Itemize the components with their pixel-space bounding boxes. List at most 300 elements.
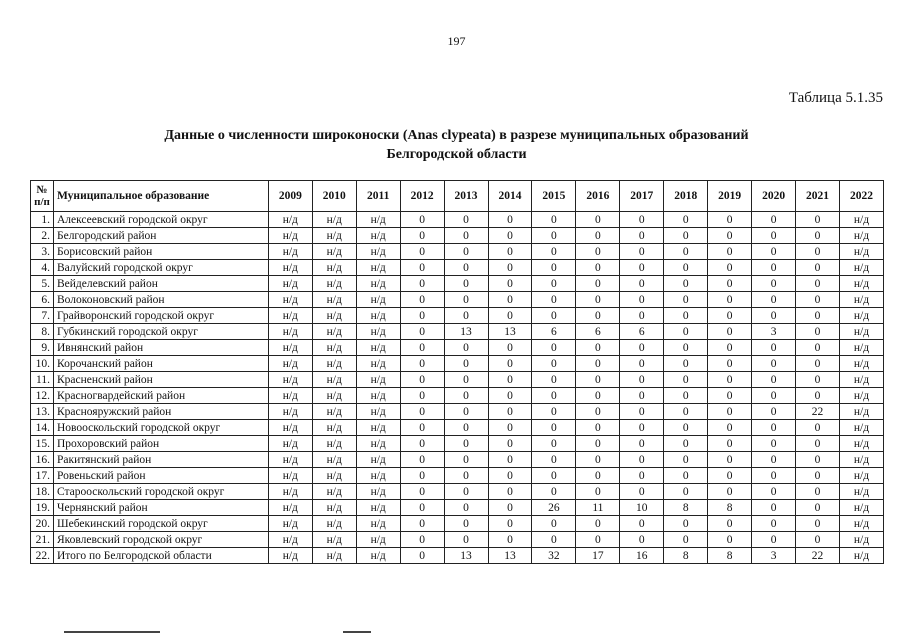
count-cell: 0 [400, 404, 444, 420]
count-cell: н/д [356, 372, 400, 388]
municipality-name: Итого по Белгородской области [53, 548, 268, 564]
count-cell: 0 [532, 308, 576, 324]
count-cell: 0 [664, 340, 708, 356]
count-cell: 0 [576, 484, 620, 500]
count-cell: 0 [576, 452, 620, 468]
count-cell: н/д [268, 228, 312, 244]
count-cell: н/д [268, 324, 312, 340]
count-cell: 0 [576, 532, 620, 548]
count-cell: 0 [708, 340, 752, 356]
count-cell: 0 [488, 212, 532, 228]
count-cell: н/д [356, 484, 400, 500]
count-cell: н/д [840, 516, 884, 532]
count-cell: 0 [708, 260, 752, 276]
count-cell: 0 [488, 228, 532, 244]
count-cell: 0 [796, 324, 840, 340]
population-table [30, 180, 884, 564]
municipality-name: Белгородский район [53, 228, 268, 244]
count-cell: н/д [356, 324, 400, 340]
count-cell: 0 [708, 324, 752, 340]
count-cell: 0 [532, 292, 576, 308]
table-row [31, 292, 884, 308]
count-cell: н/д [268, 356, 312, 372]
count-cell: 0 [488, 436, 532, 452]
count-cell: н/д [356, 532, 400, 548]
count-cell: 0 [400, 372, 444, 388]
count-cell: 0 [664, 372, 708, 388]
count-cell: 0 [488, 372, 532, 388]
count-cell: 3 [752, 324, 796, 340]
count-cell: н/д [840, 420, 884, 436]
count-cell: 13 [488, 548, 532, 564]
count-cell: 0 [796, 292, 840, 308]
count-cell: 0 [576, 372, 620, 388]
count-cell: 0 [444, 436, 488, 452]
count-cell: 0 [532, 212, 576, 228]
count-cell: н/д [840, 276, 884, 292]
count-cell: 0 [400, 244, 444, 260]
count-cell: 0 [400, 532, 444, 548]
count-cell: н/д [840, 372, 884, 388]
count-cell: 0 [664, 420, 708, 436]
count-cell: н/д [268, 308, 312, 324]
count-cell: н/д [356, 404, 400, 420]
row-number: 13. [31, 404, 54, 420]
count-cell: 0 [400, 388, 444, 404]
count-cell: 0 [400, 452, 444, 468]
count-cell: 0 [532, 228, 576, 244]
count-cell: н/д [356, 260, 400, 276]
count-cell: 0 [620, 484, 664, 500]
header-year: 2015 [532, 181, 576, 212]
count-cell: 0 [532, 340, 576, 356]
count-cell: 0 [752, 516, 796, 532]
count-cell: 0 [796, 436, 840, 452]
municipality-name: Губкинский городской округ [53, 324, 268, 340]
count-cell: 0 [488, 292, 532, 308]
count-cell: 0 [620, 436, 664, 452]
row-number: 18. [31, 484, 54, 500]
count-cell: 0 [708, 420, 752, 436]
count-cell: 0 [620, 212, 664, 228]
count-cell: 0 [796, 244, 840, 260]
count-cell: н/д [312, 324, 356, 340]
count-cell: 0 [752, 276, 796, 292]
count-cell: 0 [532, 372, 576, 388]
count-cell: 0 [532, 356, 576, 372]
count-cell: н/д [312, 356, 356, 372]
count-cell: н/д [840, 260, 884, 276]
count-cell: 0 [532, 388, 576, 404]
count-cell: н/д [356, 420, 400, 436]
count-cell: 0 [708, 228, 752, 244]
municipality-name: Красногвардейский район [53, 388, 268, 404]
count-cell: н/д [312, 276, 356, 292]
count-cell: 0 [796, 372, 840, 388]
header-year: 2018 [664, 181, 708, 212]
table-row [31, 276, 884, 292]
count-cell: 0 [796, 532, 840, 548]
count-cell: 0 [708, 532, 752, 548]
municipality-name: Чернянский район [53, 500, 268, 516]
count-cell: 0 [796, 308, 840, 324]
count-cell: 0 [400, 212, 444, 228]
header-num-line2: п/п [34, 196, 50, 208]
header-year: 2013 [444, 181, 488, 212]
count-cell: н/д [268, 516, 312, 532]
table-row [31, 500, 884, 516]
row-number: 11. [31, 372, 54, 388]
count-cell: н/д [312, 292, 356, 308]
count-cell: 0 [532, 452, 576, 468]
count-cell: 0 [752, 340, 796, 356]
count-cell: н/д [312, 548, 356, 564]
count-cell: 0 [708, 468, 752, 484]
count-cell: н/д [840, 548, 884, 564]
header-year: 2012 [400, 181, 444, 212]
count-cell: н/д [268, 388, 312, 404]
count-cell: 26 [532, 500, 576, 516]
count-cell: 0 [620, 468, 664, 484]
count-cell: 0 [532, 532, 576, 548]
count-cell: 0 [444, 260, 488, 276]
table-row [31, 228, 884, 244]
count-cell: 0 [488, 484, 532, 500]
count-cell: 0 [576, 340, 620, 356]
count-cell: 0 [444, 340, 488, 356]
count-cell: 13 [488, 324, 532, 340]
count-cell: н/д [840, 356, 884, 372]
count-cell: н/д [312, 340, 356, 356]
table-title [0, 126, 913, 164]
municipality-name: Шебекинский городской округ [53, 516, 268, 532]
count-cell: 0 [664, 244, 708, 260]
count-cell: н/д [840, 324, 884, 340]
count-cell: 0 [620, 388, 664, 404]
count-cell: 0 [488, 308, 532, 324]
count-cell: 8 [664, 548, 708, 564]
table-row [31, 484, 884, 500]
table-row [31, 260, 884, 276]
row-number: 4. [31, 260, 54, 276]
count-cell: н/д [312, 516, 356, 532]
count-cell: н/д [840, 500, 884, 516]
table-row [31, 548, 884, 564]
count-cell: 0 [620, 292, 664, 308]
count-cell: 0 [708, 292, 752, 308]
count-cell: 0 [400, 420, 444, 436]
table-header-row [31, 181, 884, 212]
count-cell: н/д [356, 452, 400, 468]
count-cell: н/д [312, 500, 356, 516]
count-cell: 0 [576, 468, 620, 484]
row-number: 5. [31, 276, 54, 292]
count-cell: н/д [840, 292, 884, 308]
count-cell: н/д [312, 212, 356, 228]
count-cell: 0 [708, 276, 752, 292]
footer-rule-left [64, 631, 160, 633]
table-row [31, 516, 884, 532]
row-number: 19. [31, 500, 54, 516]
count-cell: 0 [708, 452, 752, 468]
count-cell: 0 [444, 484, 488, 500]
count-cell: 0 [708, 484, 752, 500]
count-cell: 0 [576, 404, 620, 420]
count-cell: н/д [268, 468, 312, 484]
count-cell: 0 [708, 436, 752, 452]
count-cell: н/д [268, 372, 312, 388]
count-cell: 6 [576, 324, 620, 340]
count-cell: н/д [840, 308, 884, 324]
count-cell: 0 [576, 212, 620, 228]
count-cell: 0 [400, 260, 444, 276]
count-cell: 0 [488, 244, 532, 260]
header-year: 2014 [488, 181, 532, 212]
count-cell: 0 [576, 436, 620, 452]
count-cell: 0 [664, 484, 708, 500]
count-cell: н/д [312, 452, 356, 468]
count-cell: 0 [400, 340, 444, 356]
count-cell: н/д [268, 532, 312, 548]
count-cell: 0 [796, 276, 840, 292]
count-cell: 0 [576, 356, 620, 372]
count-cell: 0 [444, 516, 488, 532]
header-year: 2020 [752, 181, 796, 212]
count-cell: 0 [400, 548, 444, 564]
count-cell: 0 [444, 468, 488, 484]
count-cell: н/д [840, 436, 884, 452]
count-cell: 0 [796, 484, 840, 500]
count-cell: н/д [268, 276, 312, 292]
count-cell: 0 [532, 468, 576, 484]
count-cell: н/д [268, 420, 312, 436]
count-cell: 0 [620, 452, 664, 468]
row-number: 3. [31, 244, 54, 260]
count-cell: 6 [532, 324, 576, 340]
municipality-name: Прохоровский район [53, 436, 268, 452]
count-cell: 0 [444, 388, 488, 404]
count-cell: н/д [356, 228, 400, 244]
count-cell: н/д [840, 212, 884, 228]
count-cell: 0 [708, 404, 752, 420]
header-year: 2009 [268, 181, 312, 212]
count-cell: н/д [312, 308, 356, 324]
count-cell: 0 [488, 500, 532, 516]
count-cell: 0 [400, 276, 444, 292]
table-row [31, 340, 884, 356]
count-cell: 0 [752, 532, 796, 548]
row-number: 2. [31, 228, 54, 244]
footer-rule-right [343, 631, 371, 633]
count-cell: 0 [752, 372, 796, 388]
count-cell: 0 [664, 436, 708, 452]
table-row [31, 388, 884, 404]
count-cell: 0 [664, 356, 708, 372]
table-row [31, 436, 884, 452]
count-cell: 10 [620, 500, 664, 516]
count-cell: н/д [356, 212, 400, 228]
count-cell: 0 [488, 468, 532, 484]
count-cell: 0 [576, 260, 620, 276]
count-cell: 0 [752, 244, 796, 260]
header-year: 2019 [708, 181, 752, 212]
row-number: 21. [31, 532, 54, 548]
count-cell: 0 [708, 372, 752, 388]
header-year: 2016 [576, 181, 620, 212]
count-cell: 0 [664, 324, 708, 340]
count-cell: 0 [708, 308, 752, 324]
count-cell: 0 [664, 452, 708, 468]
table-row [31, 372, 884, 388]
count-cell: 0 [752, 356, 796, 372]
count-cell: 0 [752, 292, 796, 308]
count-cell: 0 [796, 468, 840, 484]
count-cell: 0 [576, 228, 620, 244]
count-cell: 0 [708, 516, 752, 532]
table-row [31, 308, 884, 324]
municipality-name: Краснояружский район [53, 404, 268, 420]
count-cell: н/д [356, 244, 400, 260]
count-cell: 0 [444, 212, 488, 228]
table-row [31, 356, 884, 372]
count-cell: 0 [752, 388, 796, 404]
count-cell: 0 [400, 500, 444, 516]
count-cell: 0 [664, 516, 708, 532]
count-cell: 0 [400, 484, 444, 500]
count-cell: 0 [752, 436, 796, 452]
count-cell: н/д [840, 452, 884, 468]
count-cell: 0 [488, 532, 532, 548]
count-cell: 0 [444, 292, 488, 308]
row-number: 6. [31, 292, 54, 308]
count-cell: 0 [576, 244, 620, 260]
table-row [31, 244, 884, 260]
row-number: 16. [31, 452, 54, 468]
count-cell: 0 [620, 532, 664, 548]
count-cell: 0 [620, 308, 664, 324]
municipality-name: Ровеньский район [53, 468, 268, 484]
count-cell: н/д [356, 308, 400, 324]
count-cell: 0 [620, 228, 664, 244]
count-cell: н/д [356, 516, 400, 532]
count-cell: 0 [444, 276, 488, 292]
count-cell: н/д [840, 484, 884, 500]
table-row [31, 404, 884, 420]
row-number: 15. [31, 436, 54, 452]
count-cell: н/д [356, 388, 400, 404]
count-cell: 0 [708, 388, 752, 404]
municipality-name: Новооскольский городской округ [53, 420, 268, 436]
count-cell: 0 [752, 420, 796, 436]
count-cell: 0 [444, 244, 488, 260]
row-number: 17. [31, 468, 54, 484]
count-cell: 0 [752, 308, 796, 324]
count-cell: н/д [840, 468, 884, 484]
count-cell: 0 [532, 276, 576, 292]
count-cell: н/д [356, 436, 400, 452]
table-row [31, 468, 884, 484]
count-cell: 0 [488, 420, 532, 436]
count-cell: 0 [664, 404, 708, 420]
count-cell: 0 [708, 212, 752, 228]
count-cell: 0 [796, 356, 840, 372]
count-cell: 0 [664, 276, 708, 292]
count-cell: 0 [576, 292, 620, 308]
count-cell: 0 [620, 276, 664, 292]
count-cell: 0 [444, 452, 488, 468]
header-year: 2010 [312, 181, 356, 212]
count-cell: 0 [488, 356, 532, 372]
count-cell: 0 [664, 308, 708, 324]
count-cell: 0 [576, 516, 620, 532]
table-row [31, 532, 884, 548]
row-number: 12. [31, 388, 54, 404]
count-cell: 0 [664, 468, 708, 484]
table-title-line1: Данные о численности широконоски (Anas clypeata) в разрезе муниципальных образований [164, 128, 749, 143]
count-cell: 0 [752, 500, 796, 516]
header-year: 2021 [796, 181, 840, 212]
count-cell: 0 [488, 452, 532, 468]
municipality-name: Ракитянский район [53, 452, 268, 468]
count-cell: 0 [796, 212, 840, 228]
count-cell: 0 [752, 260, 796, 276]
count-cell: 0 [444, 532, 488, 548]
count-cell: н/д [268, 244, 312, 260]
count-cell: 22 [796, 404, 840, 420]
municipality-name: Корочанский район [53, 356, 268, 372]
count-cell: н/д [356, 292, 400, 308]
municipality-name: Алексеевский городской округ [53, 212, 268, 228]
count-cell: н/д [356, 548, 400, 564]
count-cell: 0 [752, 468, 796, 484]
count-cell: 0 [444, 500, 488, 516]
count-cell: 0 [620, 372, 664, 388]
count-cell: 0 [796, 420, 840, 436]
count-cell: 0 [752, 212, 796, 228]
count-cell: н/д [840, 244, 884, 260]
count-cell: 0 [400, 292, 444, 308]
municipality-name: Красненский район [53, 372, 268, 388]
count-cell: 0 [400, 516, 444, 532]
count-cell: 0 [532, 420, 576, 436]
municipality-name: Ивнянский район [53, 340, 268, 356]
count-cell: 0 [532, 404, 576, 420]
table-body [31, 212, 884, 564]
count-cell: н/д [312, 228, 356, 244]
count-cell: 0 [664, 212, 708, 228]
count-cell: н/д [840, 404, 884, 420]
count-cell: н/д [356, 356, 400, 372]
count-cell: 0 [488, 388, 532, 404]
count-cell: н/д [268, 452, 312, 468]
table-row [31, 212, 884, 228]
row-number: 8. [31, 324, 54, 340]
count-cell: н/д [840, 340, 884, 356]
count-cell: 0 [532, 484, 576, 500]
count-cell: 17 [576, 548, 620, 564]
count-cell: н/д [268, 500, 312, 516]
count-cell: 16 [620, 548, 664, 564]
count-cell: 0 [488, 340, 532, 356]
count-cell: 0 [532, 260, 576, 276]
page-number: 197 [447, 34, 466, 48]
count-cell: н/д [268, 404, 312, 420]
count-cell: 0 [620, 516, 664, 532]
municipality-name: Валуйский городской округ [53, 260, 268, 276]
municipality-name: Старооскольский городской округ [53, 484, 268, 500]
count-cell: 0 [444, 228, 488, 244]
count-cell: н/д [312, 532, 356, 548]
